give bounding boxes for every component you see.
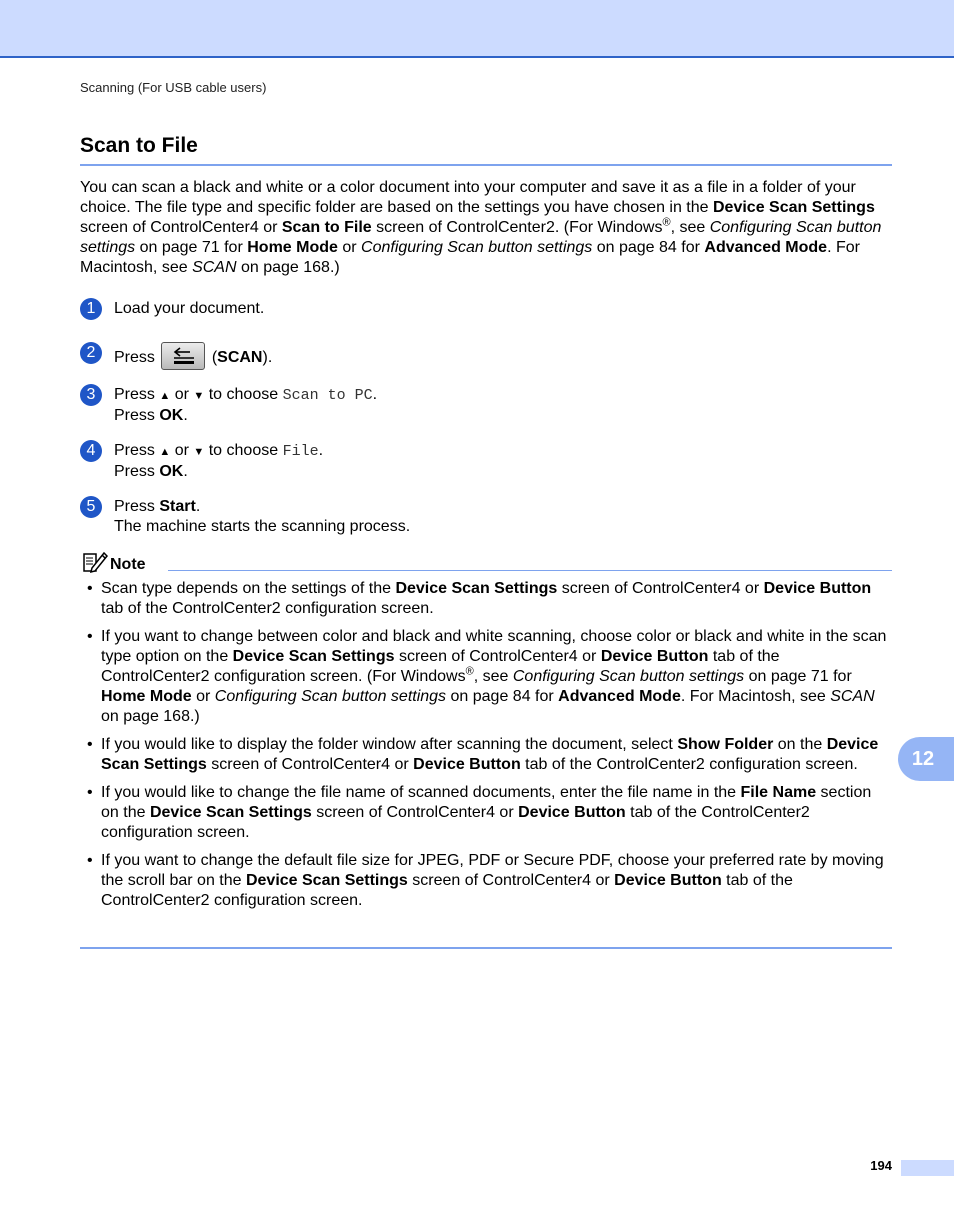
note-item: • Scan type depends on the settings of the Device Scan Settings screen of ControlCenter4 or Device Button tab of the ControlCenter2 configuration screen.: [80, 579, 892, 619]
intro-paragraph: You can scan a black and white or a color document into your computer and save it as a file in a folder of your choice. The file type and specific folder are based on the settings you have chosen in the Device Scan Settings screen of ControlCenter4 or Scan to File screen of ControlCenter2. (For Windows®, see Configuring Scan button settings on page 71 for Home Mode or Configuring Scan button settings on page 84 for Advanced Mode. For Macintosh, see SCAN on page 168.): [80, 179, 882, 276]
header-band: [0, 0, 954, 58]
up-arrow-icon: ▲: [159, 390, 171, 402]
scan-key-icon: [161, 342, 205, 370]
step-number-badge: 3: [80, 384, 102, 406]
note-item: • If you would like to display the folder window after scanning the document, select Show Folder on the Device Scan Settings screen of ControlCenter4 or Device Button tab of the ControlCenter2 configuration screen.: [80, 735, 892, 775]
note-item: • If you would like to change the file name of scanned documents, enter the file name in the File Name section on the Device Scan Settings screen of ControlCenter4 or Device Button tab of the ControlCenter2 configuration screen.: [80, 783, 892, 843]
step-number-badge: 4: [80, 440, 102, 462]
note-pencil-icon: [82, 550, 108, 579]
menu-option: Scan to PC: [282, 387, 373, 404]
step-number-badge: 1: [80, 298, 102, 320]
note-label: Note: [110, 556, 146, 573]
chapter-tab: 12: [898, 737, 954, 781]
start-key: Start: [159, 498, 196, 515]
section-end-rule: [80, 947, 892, 949]
footer-bar: [901, 1160, 954, 1176]
up-arrow-icon: ▲: [159, 446, 171, 458]
note-item: • If you want to change the default file size for JPEG, PDF or Secure PDF, choose your preferred rate by moving the scroll bar on the Device Scan Settings screen of ControlCenter4 or Device Button tab of the ControlCenter2 configuration screen.: [80, 851, 892, 911]
down-arrow-icon: ▼: [193, 446, 205, 458]
title-rule: [80, 164, 892, 166]
step-number-badge: 5: [80, 496, 102, 518]
section-title: Scan to File: [80, 134, 198, 157]
down-arrow-icon: ▼: [193, 390, 205, 402]
note-item: • If you want to change between color and black and white scanning, choose color or black and white in the scan type option on the Device Scan Settings screen of ControlCenter4 or Device Button tab of the ControlCenter2 configuration screen. (For Windows®, see Configuring Scan button settings on page 71 for Home Mode or Configuring Scan button settings on page 84 for Advanced Mode. For Macintosh, see SCAN on page 168.): [80, 627, 892, 727]
menu-option: File: [282, 443, 319, 460]
running-head: Scanning (For USB cable users): [80, 80, 267, 95]
step-number-badge: 2: [80, 342, 102, 364]
note-rule: [168, 570, 892, 571]
note-list: [80, 579, 892, 919]
ok-key: OK: [159, 407, 184, 424]
step-text: Load your document.: [114, 300, 265, 317]
note-header: [80, 550, 892, 576]
scan-key-label: SCAN: [217, 349, 263, 367]
page-number: 194: [870, 1158, 892, 1173]
ok-key: OK: [159, 463, 184, 480]
